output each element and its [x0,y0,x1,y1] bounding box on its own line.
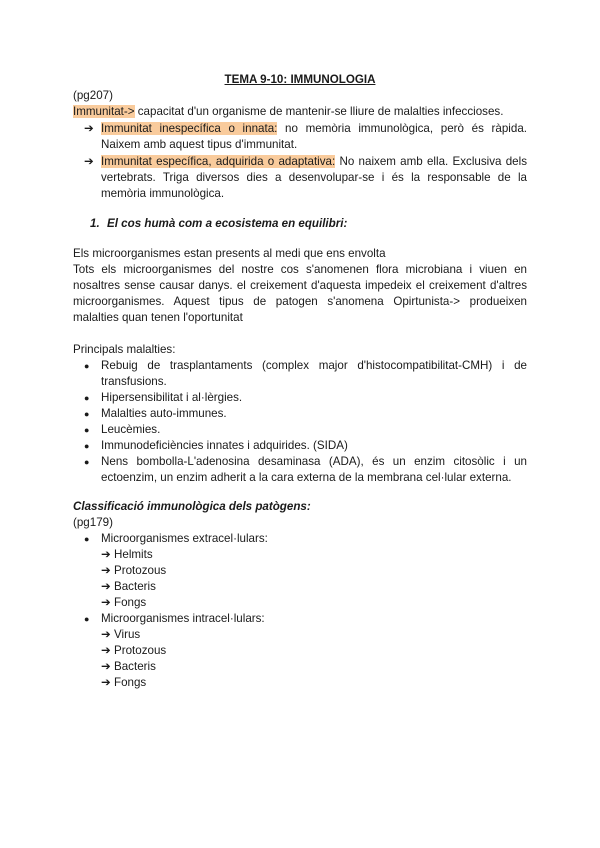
list-item: ● Microorganismes intracel·lulars: [84,612,265,625]
sub-item: ➔ Protozous [101,644,167,657]
diseases-label: Principals malalties: [73,343,176,356]
arrow-icon: ➔ [101,564,111,577]
immunity-text: no memòria immunològica, però és ràpida. Naixem amb aquest tipus d'immunitat. [101,122,527,151]
section-title: El cos humà com a ecosistema en equilibri: [107,217,348,230]
arrow-icon: ➔ [101,548,111,561]
sub-item: ➔ Protozous [101,564,167,577]
paragraph: Tots els microorganismes del nostre cos s'anomenen flora microbiana i viuen en nosaltres sense causar danys. el creixement d'aquesta impedeix el creixement d'altres microorganismes. Aquest tipus de patogen s'anomena Opirtunista-> produeixen malalties quan tenen l'oportunitat [73,263,527,324]
bullet-icon: ● [84,425,90,435]
bullet-icon: ● [84,361,90,371]
list-item: ● Malalties auto-immunes. [84,407,227,420]
list-item: ● Rebuig de trasplantaments (complex major d'histocompatibilitat-CMH) i de transfusions. [84,359,527,388]
document-page [73,72,527,691]
arrow-icon: ➔ [84,155,94,168]
bullet-icon: ● [84,393,90,403]
intro-text: capacitat d'un organisme de mantenir-se lliure de malalties infeccioses. [134,105,504,118]
sub-item: ➔ Fongs [101,596,147,609]
arrow-icon: ➔ [101,644,111,657]
bullet-icon: ● [84,614,90,624]
bullet-icon: ● [84,409,90,419]
sub-item: ➔ Bacteris [101,580,156,593]
sub-item: ➔ Helmits [101,548,153,561]
immunity-term: Immunitat específica, adquirida o adaptativa: [101,155,336,168]
intro-definition [73,104,527,120]
bullet-icon: ● [84,441,90,451]
sub-item: ➔ Fongs [101,676,147,689]
section-heading [90,216,527,232]
arrow-icon: ➔ [101,628,111,641]
immunity-text: No naixem amb ella. Exclusiva dels vertebrats. Triga diversos dies a desenvolupar-se i és la responsable de la memòria immunològica. [101,155,527,200]
classification-heading: Classificació immunològica dels patògens: [73,500,311,513]
list-item: ● Immunodeficiències innates i adquirides. (SIDA) [84,439,348,452]
list-item: ● Nens bombolla-L'adenosina desaminasa (ADA), és un enzim citosòlic i un ectoenzim, un enzim adherit a la cara externa de la membrana cel·lular externa. [84,455,527,484]
immunity-type-adaptive [73,154,527,202]
bullet-icon: ● [84,457,90,467]
intro-term: Immunitat-> [73,105,135,118]
arrow-icon: ➔ [101,660,111,673]
section-number: 1. [90,217,100,230]
bullet-icon: ● [84,534,90,544]
page-reference: (pg179) [73,516,113,529]
document-title: TEMA 9-10: IMMUNOLOGIA [224,73,376,86]
pathogen-groups [73,611,527,627]
arrow-icon: ➔ [84,122,94,135]
list-item: ● Leucèmies. [84,423,161,436]
list-item: ● Hipersensibilitat i al·lèrgies. [84,391,243,404]
sub-item: ➔ Virus [101,628,141,641]
list-item: ● Microorganismes extracel·lulars: [84,532,268,545]
page-reference: (pg207) [73,89,113,102]
pathogen-groups [73,531,527,547]
diseases-list [73,358,527,486]
arrow-icon: ➔ [101,580,111,593]
immunity-type-innate [73,121,527,153]
arrow-icon: ➔ [101,596,111,609]
arrow-icon: ➔ [101,676,111,689]
immunity-term: Immunitat inespecífica o innata: [101,122,278,135]
sub-item: ➔ Bacteris [101,660,156,673]
paragraph: Els microorganismes estan presents al medi que ens envolta [73,247,386,260]
